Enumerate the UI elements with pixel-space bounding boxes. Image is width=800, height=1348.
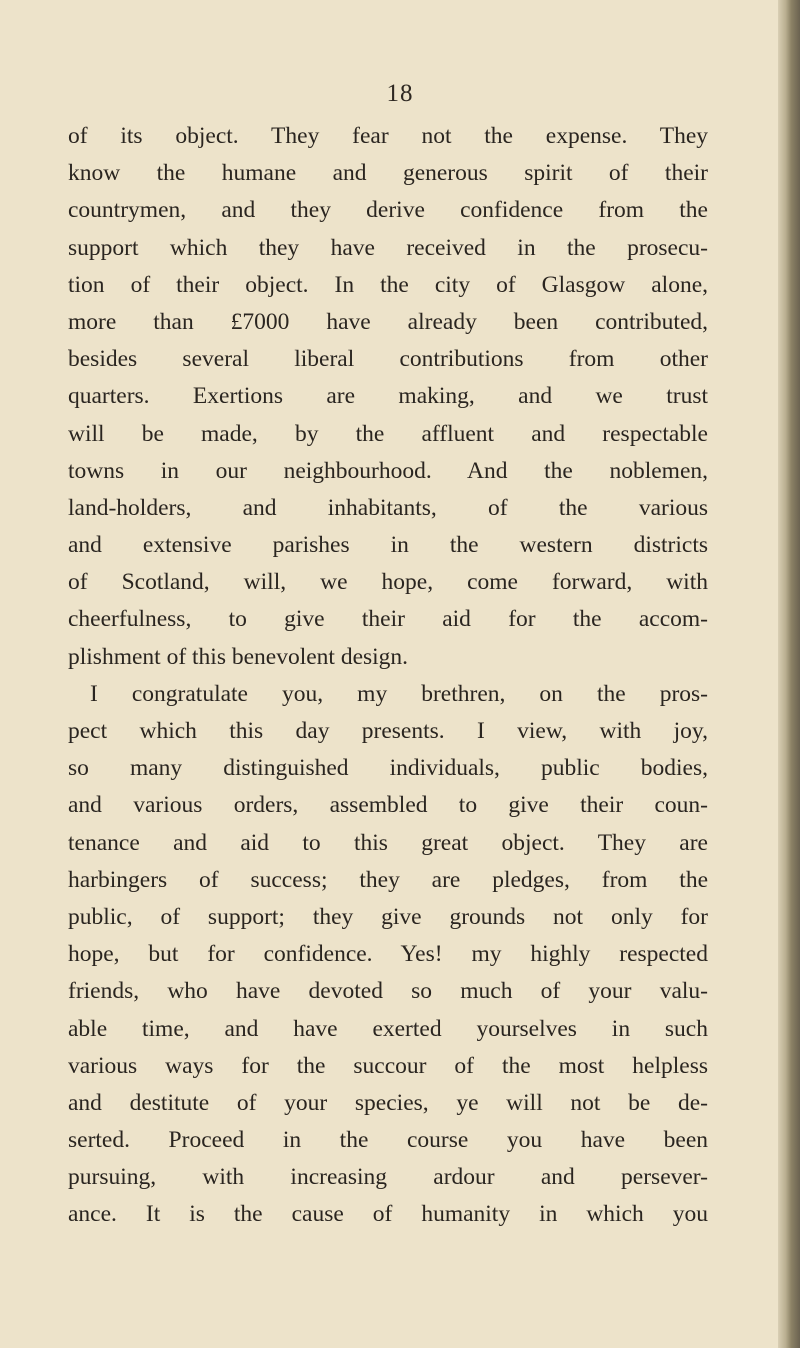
text-line: and extensive parishes in the western districts xyxy=(68,532,708,559)
text-line: so many distinguished individuals, public bodies, xyxy=(68,755,708,782)
text-line: besides several liberal contributions from other xyxy=(68,346,708,373)
text-line: towns in our neighbourhood. And the noblemen, xyxy=(68,457,708,484)
text-line: of Scotland, will, we hope, come forward, with xyxy=(68,569,708,596)
text-line: hope, but for confidence. Yes! my highly respected xyxy=(68,941,708,968)
text-line: countrymen, and they derive confidence from the xyxy=(68,197,708,224)
text-line: friends, who have devoted so much of your valu- xyxy=(68,978,708,1005)
text-line: land-holders, and inhabitants, of the various xyxy=(68,494,708,521)
text-line: ance. It is the cause of humanity in which you xyxy=(68,1201,708,1228)
paragraph-start-line: I congratulate you, my brethren, on the pros- xyxy=(90,680,708,707)
text-line: plishment of this benevolent design. xyxy=(68,643,409,670)
text-line: tion of their object. In the city of Glasgow alone, xyxy=(68,271,708,298)
page-number: 18 xyxy=(386,80,414,107)
text-line: serted. Proceed in the course you have been xyxy=(68,1127,708,1154)
text-line: harbingers of success; they are pledges, from the xyxy=(68,866,708,893)
text-line: various ways for the succour of the most helpless xyxy=(68,1052,708,1079)
text-line: pursuing, with increasing ardour and persever- xyxy=(68,1164,708,1191)
text-line: tenance and aid to this great object. They are xyxy=(68,829,708,856)
text-line: of its object. They fear not the expense. They xyxy=(68,123,708,149)
body-text xyxy=(68,118,708,1234)
text-line: more than £7000 have already been contributed, xyxy=(68,308,708,335)
text-line: know the humane and generous spirit of their xyxy=(68,160,708,187)
text-line: quarters. Exertions are making, and we trust xyxy=(68,383,708,410)
page-edge xyxy=(778,0,800,1348)
text-line: pect which this day presents. I view, with joy, xyxy=(68,718,708,744)
text-line: support which they have received in the prosecu- xyxy=(68,234,708,261)
text-line: able time, and have exerted yourselves in such xyxy=(68,1015,708,1042)
text-line: and various orders, assembled to give their coun- xyxy=(68,792,708,819)
text-line: will be made, by the affluent and respectable xyxy=(68,420,708,447)
text-line: and destitute of your species, ye will not be de- xyxy=(68,1089,708,1116)
text-line: cheerfulness, to give their aid for the accom- xyxy=(68,606,708,633)
text-line: public, of support; they give grounds not only for xyxy=(68,903,708,930)
